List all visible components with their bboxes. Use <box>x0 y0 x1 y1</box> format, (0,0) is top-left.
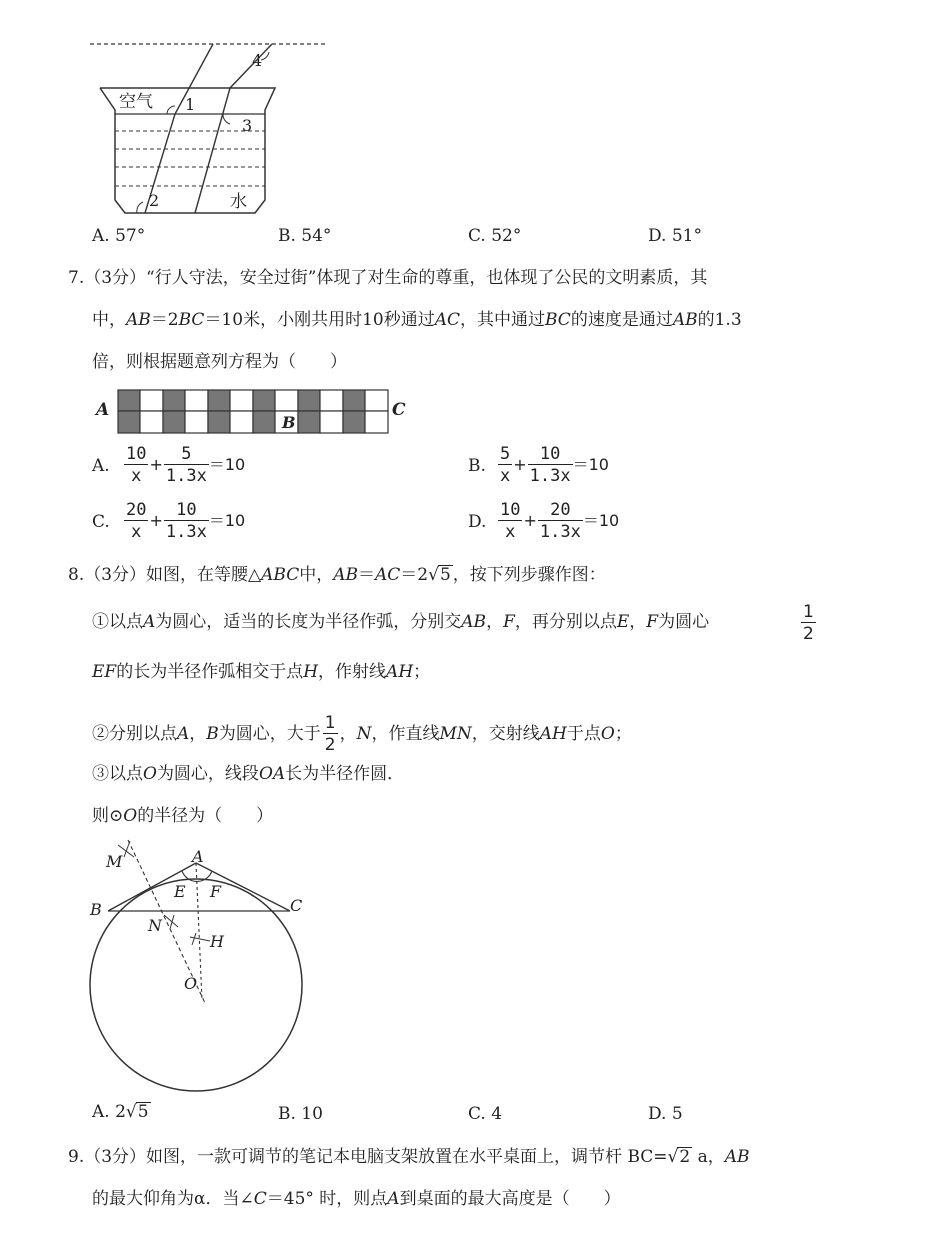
q9-line-1: 9.（3分）如图，一款可调节的笔记本电脑支架放置在水平桌面上，调节杆 BC=√2 a，AB <box>68 1147 750 1167</box>
q7-option-c[interactable]: C. $\frac{20}{x}$ + $\frac{10}{1.3x}$ ＝10 <box>92 500 246 542</box>
q6-option-b[interactable]: B. 54° <box>278 226 332 246</box>
point-o-label: O <box>184 974 198 993</box>
q8-line-1: 8.（3分）如图，在等腰△ABC中，AB＝AC＝2√5 ，按下列步骤作图： <box>68 565 606 585</box>
q7-fig-label-a: A <box>96 400 110 420</box>
q8-step-1: ①以点A为圆心，适当的长度为半径作弧，分别交AB，F，再分别以点E，F为圆心 <box>92 612 710 632</box>
q7-segment-figure <box>117 389 392 435</box>
refraction-figure <box>85 30 335 220</box>
q7-line-1: 7.（3分）“行人守法，安全过街”体现了对生命的尊重，也体现了公民的文明素质，其 <box>68 268 708 288</box>
q8-option-a[interactable]: A. 2√5 <box>92 1102 149 1122</box>
point-c-label: C <box>290 896 303 915</box>
point-b-label: B <box>90 900 102 919</box>
q7-option-d[interactable]: D. $\frac{10}{x}$ + $\frac{20}{1.3x}$ ＝10 <box>468 500 620 542</box>
q8-ask: 则⊙O的半径为（ ） <box>92 806 274 826</box>
q8-option-c[interactable]: C. 4 <box>468 1104 503 1124</box>
q7-fig-label-c: C <box>392 400 406 420</box>
q8-option-d[interactable]: D. 5 <box>648 1104 683 1124</box>
q9-line-2: 的最大仰角为α．当∠C＝45° 时，则点A到桌面的最大高度是（ ） <box>92 1189 621 1209</box>
point-m-label: M <box>106 852 123 871</box>
angle-2-label: 2 <box>149 191 160 210</box>
circle-construction-figure <box>80 835 320 1105</box>
angle-4-label: 4 <box>252 51 263 70</box>
q7-line-3: 倍，则根据题意列方程为（ ） <box>92 352 347 372</box>
q8-step-2: ②分别以点A，B为圆心，大于 $\frac{1}{2}$ ，N，作直线MN，交射线AH于点O； <box>92 713 632 755</box>
q7-option-b[interactable]: B. $\frac{5}{x}$ + $\frac{10}{1.3x}$ ＝10 <box>468 444 609 486</box>
q7-fig-label-b: B <box>282 413 296 432</box>
q6-option-d[interactable]: D. 51° <box>648 226 702 246</box>
q6-option-a[interactable]: A. 57° <box>92 226 146 246</box>
point-a-label: A <box>192 847 204 866</box>
q8-half-fraction: $\frac{1}{2}$ <box>803 602 814 644</box>
water-label: 水 <box>230 192 247 212</box>
point-e-label: E <box>174 882 186 901</box>
point-f-label: F <box>210 882 222 901</box>
q6-option-c[interactable]: C. 52° <box>468 226 522 246</box>
q7-line-2: 中，AB＝2BC＝10米，小刚共用时10秒通过AC，其中通过BC的速度是通过AB的1.3 <box>92 310 742 330</box>
point-n-label: N <box>148 916 162 935</box>
point-h-label: H <box>210 932 224 951</box>
air-label: 空气 <box>119 92 153 112</box>
q8-step-1-cont: EF的长为半径作弧相交于点H，作射线AH； <box>92 662 431 682</box>
angle-1-label: 1 <box>185 95 196 114</box>
angle-3-label: 3 <box>242 116 253 135</box>
q8-option-b[interactable]: B. 10 <box>278 1104 323 1124</box>
q8-step-3: ③以点O为圆心，线段OA长为半径作圆． <box>92 764 405 784</box>
q7-option-a[interactable]: A. $\frac{10}{x}$ + $\frac{5}{1.3x}$ ＝10 <box>92 444 246 486</box>
